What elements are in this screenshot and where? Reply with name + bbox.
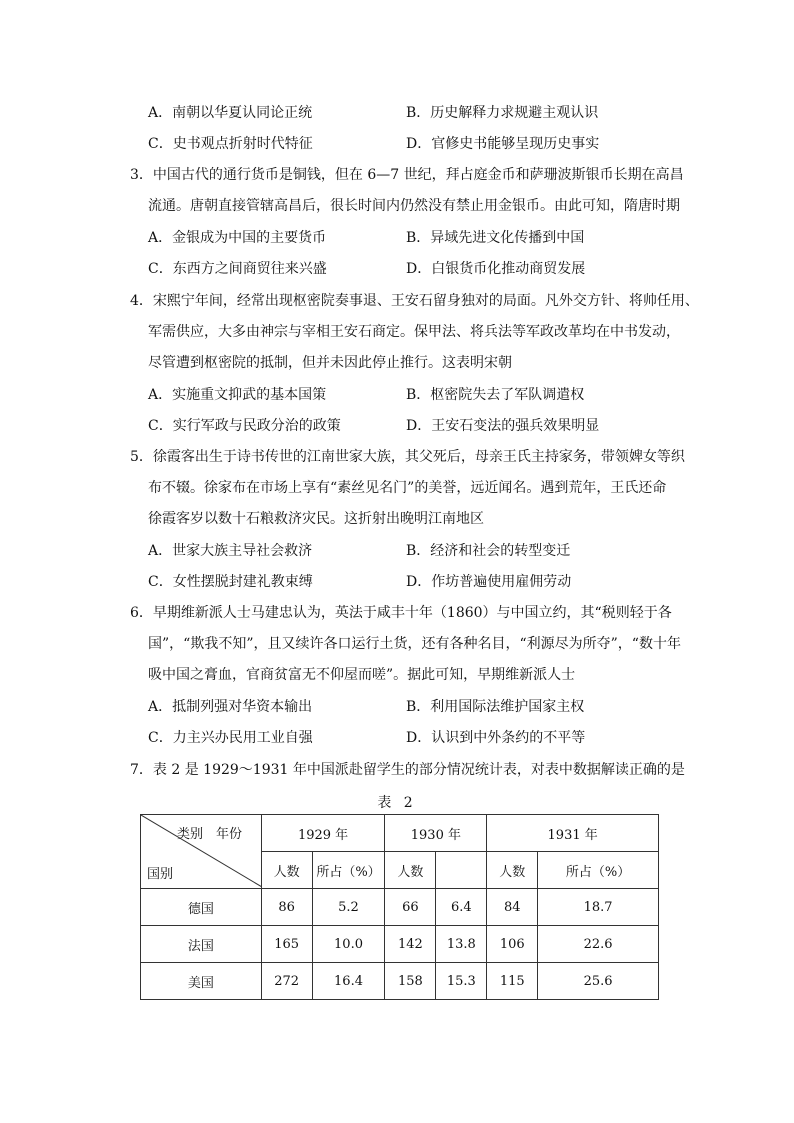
table-cell: 86 bbox=[261, 889, 312, 926]
subheader-cell: 人数 bbox=[487, 852, 538, 889]
table-cell: 22.6 bbox=[538, 926, 659, 963]
q5-option-a: A．世家大族主导社会救济 bbox=[148, 543, 313, 559]
header-year-1931: 1931 年 bbox=[487, 815, 659, 852]
statistics-table bbox=[140, 814, 659, 1000]
table-cell: 5.2 bbox=[312, 889, 385, 926]
q4-option-a: A．实施重文抑武的基本国策 bbox=[148, 387, 327, 403]
table-row bbox=[141, 889, 659, 926]
table-cell: 6.4 bbox=[436, 889, 487, 926]
row-country: 法国 bbox=[141, 926, 262, 963]
subheader-cell: 人数 bbox=[261, 852, 312, 889]
q6-option-d: D．认识到中外条约的不平等 bbox=[406, 730, 586, 746]
q6-option-c: C．力主兴办民用工业自强 bbox=[148, 730, 313, 746]
table-row bbox=[141, 963, 659, 1000]
q6-option-a: A．抵制列强对华资本输出 bbox=[148, 699, 313, 715]
q2-option-a: A．南朝以华夏认同论正统 bbox=[148, 105, 313, 121]
row-country: 德国 bbox=[141, 889, 262, 926]
q4-stem-line1: 4．宋熙宁年间，经常出现枢密院奏事退、王安石留身独对的局面。凡外交方针、将帅任用、 bbox=[130, 293, 699, 309]
subheader-cell bbox=[436, 852, 487, 889]
q4-option-c: C．实行军政与民政分治的政策 bbox=[148, 418, 341, 434]
q7-stem-line1: 7．表 2 是 1929～1931 年中国派赴留学生的部分情况统计表，对表中数据解读正确的是 bbox=[130, 762, 685, 778]
q3-stem-line1: 3．中国古代的通行货币是铜钱，但在 6—7 世纪，拜占庭金币和萨珊波斯银币长期在高昌 bbox=[130, 167, 684, 183]
q5-option-c: C．女性摆脱封建礼教束缚 bbox=[148, 574, 313, 590]
table-cell: 13.8 bbox=[436, 926, 487, 963]
q5-option-b: B．经济和社会的转型变迁 bbox=[406, 543, 571, 559]
table-cell: 66 bbox=[385, 889, 436, 926]
q2-option-c: C．史书观点折射时代特征 bbox=[148, 136, 313, 152]
q3-option-c: C．东西方之间商贸往来兴盛 bbox=[148, 261, 327, 277]
table-cell: 158 bbox=[385, 963, 436, 1000]
table-cell: 142 bbox=[385, 926, 436, 963]
header-country-label: 国别 bbox=[147, 867, 174, 882]
q4-stem-line2: 军需供应，大多由神宗与宰相王安石商定。保甲法、将兵法等军政改革均在中书发动， bbox=[148, 324, 680, 340]
q5-stem-line1: 5．徐霞客出生于诗书传世的江南世家大族，其父死后，母亲王氏主持家务，带领婢女等织 bbox=[130, 449, 685, 465]
table-row bbox=[141, 926, 659, 963]
q6-stem-line1: 6．早期维新派人士马建忠认为，英法于咸丰十年（1860）与中国立约，其“税则轻于各 bbox=[130, 605, 672, 621]
table-cell: 115 bbox=[487, 963, 538, 1000]
table-cell: 10.0 bbox=[312, 926, 385, 963]
q5-option-d: D．作坊普遍使用雇佣劳动 bbox=[406, 574, 572, 590]
table-cell: 272 bbox=[261, 963, 312, 1000]
q6-stem-line3: 吸中国之膏血，官商贫富无不仰屋而嗟”。据此可知，早期维新派人士 bbox=[148, 667, 576, 683]
q3-stem-line2: 流通。唐朝直接管辖高昌后，很长时间内仍然没有禁止用金银币。由此可知，隋唐时期 bbox=[148, 198, 680, 214]
table-cell: 84 bbox=[487, 889, 538, 926]
q6-option-b: B．利用国际法维护国家主权 bbox=[406, 699, 585, 715]
q4-stem-line3: 尽管遭到枢密院的抵制，但并未因此停止推行。这表明宋朝 bbox=[148, 355, 512, 371]
subheader-cell: 所占（%） bbox=[312, 852, 385, 889]
q4-option-d: D．王安石变法的强兵效果明显 bbox=[406, 418, 600, 434]
q2-option-b: B．历史解释力求规避主观认识 bbox=[406, 105, 599, 121]
subheader-cell: 所占（%） bbox=[538, 852, 659, 889]
table-cell: 16.4 bbox=[312, 963, 385, 1000]
q3-option-d: D．白银货币化推动商贸发展 bbox=[406, 261, 586, 277]
q3-option-a: A．金银成为中国的主要货币 bbox=[148, 230, 327, 246]
row-country: 美国 bbox=[141, 963, 262, 1000]
table-cell: 15.3 bbox=[436, 963, 487, 1000]
q5-stem-line2: 布不辍。徐家布在市场上享有“素丝见名门”的美誉，远近闻名。遇到荒年，王氏还命 bbox=[148, 480, 667, 496]
q4-option-b: B．枢密院失去了军队调遣权 bbox=[406, 387, 585, 403]
header-year-1930: 1930 年 bbox=[385, 815, 487, 852]
q2-option-d: D．官修史书能够呈现历史事实 bbox=[406, 136, 600, 152]
table-cell: 25.6 bbox=[538, 963, 659, 1000]
header-year-1929: 1929 年 bbox=[261, 815, 385, 852]
header-category-label: 类别 年份 bbox=[177, 827, 243, 842]
table-cell: 18.7 bbox=[538, 889, 659, 926]
table-cell: 106 bbox=[487, 926, 538, 963]
q6-stem-line2: 国”，“欺我不知”，且又续许各口运行土货，还有各种名目，“利源尽为所夺”，“数十年 bbox=[148, 636, 681, 652]
q3-option-b: B．异域先进文化传播到中国 bbox=[406, 230, 585, 246]
table-caption: 表 2 bbox=[377, 795, 417, 811]
table-header-diagonal-cell bbox=[141, 815, 262, 889]
table-cell: 165 bbox=[261, 926, 312, 963]
subheader-cell: 人数 bbox=[385, 852, 436, 889]
q5-stem-line3: 徐霞客岁以数十石粮救济灾民。这折射出晚明江南地区 bbox=[148, 511, 484, 527]
